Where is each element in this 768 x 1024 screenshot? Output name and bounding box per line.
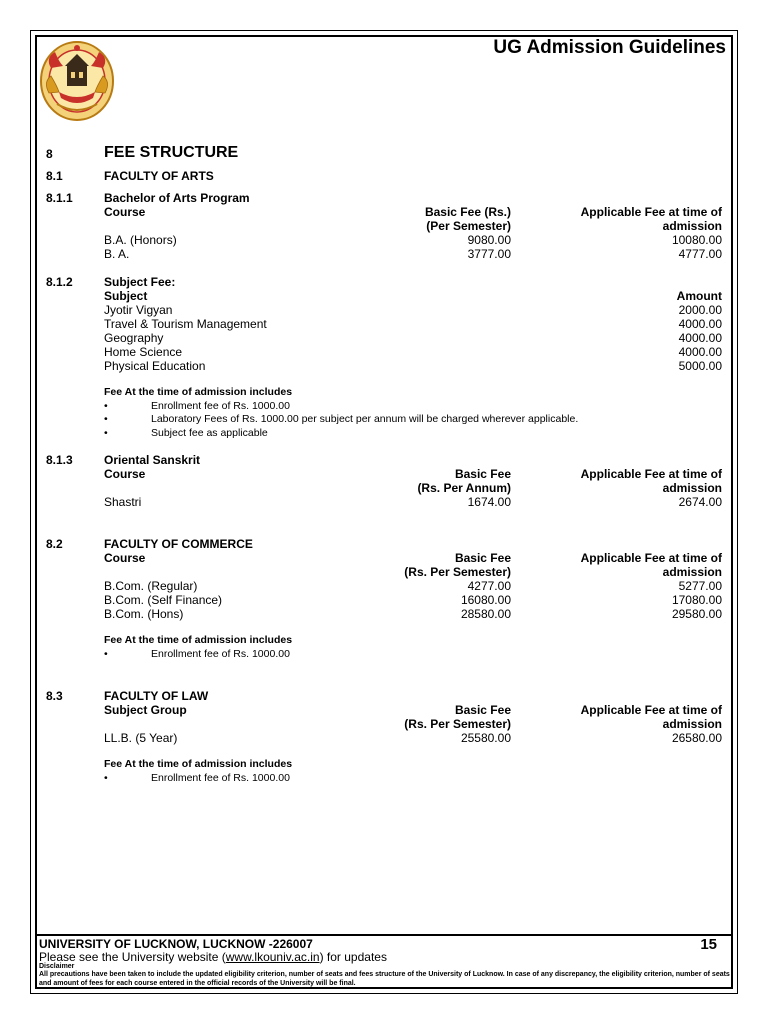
footer-see-suffix: ) for updates — [319, 950, 387, 964]
bullet-icon: • — [104, 648, 108, 660]
section-number: 8.1.2 — [46, 275, 73, 289]
table-cell: 17080.00 — [671, 593, 722, 607]
table-cell: B.Com. (Self Finance) — [104, 593, 223, 607]
footer-see-prefix: Please see the University website ( — [39, 950, 226, 964]
table-cell: 2674.00 — [678, 495, 722, 509]
list-item: Enrollment fee of Rs. 1000.00 — [151, 400, 290, 412]
column-header: admission — [662, 481, 722, 495]
footer-university: UNIVERSITY OF LUCKNOW, LUCKNOW -226007 — [39, 937, 313, 951]
table-cell: 29580.00 — [671, 607, 722, 621]
footer-divider — [36, 934, 732, 936]
includes-heading: Fee At the time of admission includes — [104, 634, 293, 646]
bullet-icon: • — [104, 413, 108, 425]
table-cell: Shastri — [104, 495, 142, 509]
column-header: (Rs. Per Semester) — [404, 717, 511, 731]
column-header: (Per Semester) — [426, 219, 511, 233]
section-number: 8 — [46, 147, 53, 161]
column-header: Basic Fee — [454, 551, 511, 565]
column-header: Basic Fee — [454, 467, 511, 481]
list-item: Enrollment fee of Rs. 1000.00 — [151, 772, 290, 784]
table-cell: LL.B. (5 Year) — [104, 731, 178, 745]
section-number: 8.1.1 — [46, 191, 73, 205]
table-cell: 3777.00 — [467, 247, 511, 261]
column-header: Applicable Fee at time of — [580, 467, 722, 481]
table-cell: 25580.00 — [460, 731, 511, 745]
page-number: 15 — [700, 936, 717, 953]
section-title: FACULTY OF COMMERCE — [104, 537, 253, 551]
list-item: Enrollment fee of Rs. 1000.00 — [151, 648, 290, 660]
list-item: Subject fee as applicable — [151, 427, 268, 439]
section-number: 8.1.3 — [46, 453, 73, 467]
table-cell: 2000.00 — [678, 303, 722, 317]
page-title: UG Admission Guidelines — [493, 37, 726, 58]
table-cell: 1674.00 — [467, 495, 511, 509]
column-header: admission — [662, 219, 722, 233]
disclaimer-title: Disclaimer — [39, 963, 75, 970]
column-header: Course — [104, 205, 146, 219]
table-cell: 5000.00 — [678, 359, 722, 373]
section-title: Oriental Sanskrit — [104, 453, 201, 467]
table-cell: 4000.00 — [678, 331, 722, 345]
table-cell: 28580.00 — [460, 607, 511, 621]
column-header: Basic Fee — [454, 703, 511, 717]
table-cell: Travel & Tourism Management — [104, 317, 267, 331]
table-cell: 10080.00 — [671, 233, 722, 247]
disclaimer-text: All precautions have been taken to include the updated eligibility criterion, number of seats and fees structure of the University of Lucknow. In case of any discrepancy, the eligibility criterion, number of seats and amount of fees for each course entered in the official records of the University will be final. — [39, 971, 730, 987]
table-cell: 4777.00 — [678, 247, 722, 261]
bullet-icon: • — [104, 772, 108, 784]
column-header: admission — [662, 717, 722, 731]
section-number: 8.1 — [46, 169, 63, 183]
section-number: 8.2 — [46, 537, 63, 551]
column-header: Applicable Fee at time of — [580, 551, 722, 565]
column-header: Applicable Fee at time of — [580, 205, 722, 219]
footer-website-note — [39, 950, 387, 964]
column-header: Basic Fee (Rs.) — [424, 205, 511, 219]
table-cell: B.Com. (Regular) — [104, 579, 198, 593]
column-header: Subject — [104, 289, 148, 303]
table-cell: B.Com. (Hons) — [104, 607, 184, 621]
table-cell: 4000.00 — [678, 317, 722, 331]
column-header: Course — [104, 467, 146, 481]
column-header: (Rs. Per Annum) — [417, 481, 511, 495]
table-cell: 9080.00 — [467, 233, 511, 247]
column-header: Applicable Fee at time of — [580, 703, 722, 717]
table-cell: B. A. — [104, 247, 130, 261]
university-seal-icon — [37, 38, 117, 124]
table-cell: 4000.00 — [678, 345, 722, 359]
section-title: Bachelor of Arts Program — [104, 191, 250, 205]
section-title: FEE STRUCTURE — [104, 144, 239, 161]
section-title: Subject Fee: — [104, 275, 176, 289]
table-cell: Jyotir Vigyan — [104, 303, 173, 317]
university-website-link[interactable]: www.lkouniv.ac.in — [225, 950, 320, 964]
table-cell: B.A. (Honors) — [104, 233, 177, 247]
table-cell: Physical Education — [104, 359, 206, 373]
bullet-icon: • — [104, 400, 108, 412]
bullet-icon: • — [104, 427, 108, 439]
includes-heading: Fee At the time of admission includes — [104, 758, 293, 770]
section-title: FACULTY OF LAW — [104, 689, 209, 703]
column-header: Amount — [676, 289, 722, 303]
column-header: Subject Group — [104, 703, 187, 717]
table-cell: 16080.00 — [460, 593, 511, 607]
table-cell: Geography — [104, 331, 164, 345]
section-number: 8.3 — [46, 689, 63, 703]
column-header: Course — [104, 551, 146, 565]
table-cell: 4277.00 — [467, 579, 511, 593]
table-cell: Home Science — [104, 345, 183, 359]
table-cell: 5277.00 — [678, 579, 722, 593]
column-header: admission — [662, 565, 722, 579]
list-item: Laboratory Fees of Rs. 1000.00 per subject per annum will be charged wherever applicable. — [151, 413, 579, 425]
section-title: FACULTY OF ARTS — [104, 169, 214, 183]
column-header: (Rs. Per Semester) — [404, 565, 511, 579]
includes-heading: Fee At the time of admission includes — [104, 386, 293, 398]
table-cell: 26580.00 — [671, 731, 722, 745]
